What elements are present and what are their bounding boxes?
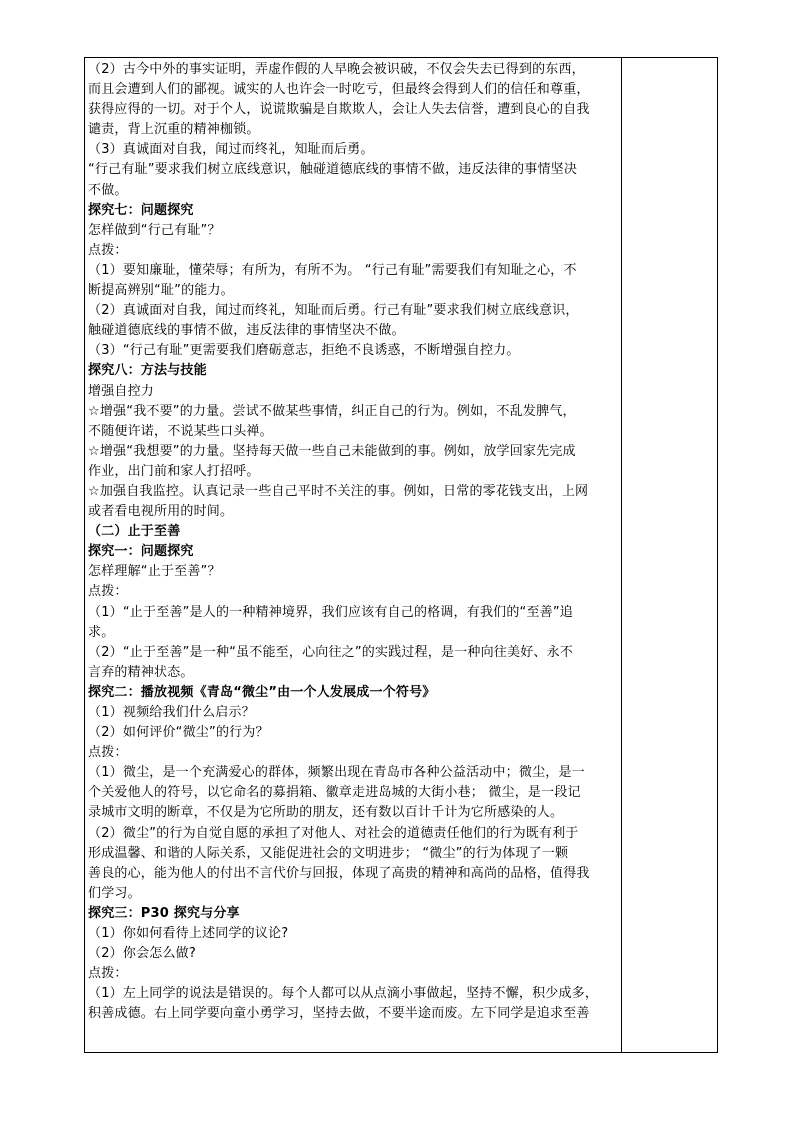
section-heading: 探究一：问题探究 [88, 544, 194, 560]
text-line: （1）左上同学的说法是错误的。每个人都可以从点滴小事做起，坚持不懈，积少成多， [88, 986, 599, 1002]
text-line: 形成温馨、和谐的人际关系，又能促进社会的文明进步； “微尘”的行为体现了一颗 [88, 845, 569, 861]
section-heading: 探究二：播放视频《青岛“微尘”由一个人发展成一个符号》 [88, 684, 436, 700]
text-line: 善良的心，能为他人的付出不言代价与回报，体现了高贵的精神和高尚的品格，值得我 [88, 865, 590, 881]
text-line: “行己有耻”要求我们树立底线意识，触碰道德底线的事情不做，违反法律的事情坚决 [88, 162, 578, 178]
text-line: 不做。 [88, 182, 128, 198]
text-line: 点拨： [88, 966, 128, 982]
section-heading: 探究七：问题探究 [88, 202, 194, 218]
section-heading: 探究八：方法与技能 [88, 363, 207, 379]
text-line: 获得应得的一切。对于个人，说谎欺骗是自欺欺人，会让人失去信誉，遭到良心的自我 [88, 102, 590, 118]
text-line: 们学习。 [88, 885, 141, 901]
text-line: （1）视频给我们什么启示？ [88, 705, 255, 720]
column-divider [621, 57, 622, 1053]
text-line: （1）“止于至善”是人的一种精神境界，我们应该有自己的格调，有我们的“至善”追 [88, 604, 574, 620]
text-line: （1）微尘，是一个充满爱心的群体，频繁出现在青岛市各种公益活动中；微尘，是一 [88, 765, 585, 781]
text-line: ☆加强自我监控。认真记录一些自己平时不关注的事。例如，日常的零花钱支出，上网 [88, 483, 589, 499]
text-line: （2）古今中外的事实证明，弄虚作假的人早晚会被识破，不仅会失去已得到的东西， [88, 62, 585, 77]
text-line: （2）“止于至善”是一种“虽不能至，心向往之”的实践过程，是一种向往美好、永不 [88, 644, 574, 660]
text-line: 而且会遭到人们的鄙视。诚实的人也许会一时吃亏，但最终会得到人们的信任和尊重， [88, 82, 590, 98]
text-line: 言弃的精神状态。 [88, 664, 194, 680]
text-line: 求。 [88, 624, 115, 640]
text-line: （2）微尘”的行为自觉自愿的承担了对他人、对社会的道德责任他们的行为既有利于 [88, 825, 579, 841]
text-line: 怎样做到“行己有耻”？ [88, 222, 221, 238]
text-line: （3）真诚面对自我，闻过而终礼，知耻而后勇。 [88, 142, 374, 158]
text-line: 不随便许诺，不说某些口头禅。 [88, 423, 273, 439]
text-line: （2）真诚面对自我，闻过而终礼，知耻而后勇。行己有耻”要求我们树立底线意识， [88, 303, 579, 319]
text-line: 谴责，背上沉重的精神枷锁。 [88, 122, 260, 138]
text-line: 积善成德。右上同学要向童小勇学习，坚持去做，不要半途而废。左下同学是追求至善 [88, 1006, 590, 1022]
text-line: （2）如何评价“微尘”的行为？ [88, 725, 269, 741]
text-line: 触碰道德底线的事情不做，违反法律的事情坚决不做。 [88, 323, 405, 339]
text-line: 断提高辨别“耻”的能力。 [88, 283, 234, 299]
text-line: （1）你如何看待上述同学的议论? [88, 926, 289, 942]
section-heading: 探究三：P30 探究与分享 [88, 905, 240, 921]
text-line: 录城市文明的断章，不仅是为它所助的朋友，还有数以百计千计为它所感染的人。 [88, 805, 564, 821]
text-line: 点拨： [88, 745, 128, 761]
text-line: 增强自控力 [88, 383, 155, 399]
text-line: 个关爱他人的符号，以它命名的募捐箱、徽章走进岛城的大街小巷； 微尘，是一段记 [88, 785, 581, 801]
section-heading: （二）止于至善 [88, 524, 181, 540]
text-line: （3）“行己有耻”更需要我们磨砺意志，拒绝不良诱惑，不断增强自控力。 [88, 343, 520, 359]
text-line: 作业，出门前和家人打招呼。 [88, 463, 260, 479]
text-line: 怎样理解“止于至善”？ [88, 564, 221, 580]
text-line: 或者看电视所用的时间。 [88, 504, 234, 520]
text-line: （2）你会怎么做? [88, 946, 196, 962]
text-line: ☆增强“我想要”的力量。坚持每天做一些自己未能做到的事。例如，放学回家先完成 [88, 443, 576, 459]
text-line: 点拨： [88, 584, 128, 600]
document-body [88, 60, 618, 1025]
text-line: ☆增强“我不要”的力量。尝试不做某些事情，纠正自己的行为。例如，不乱发脾气， [88, 403, 576, 419]
text-line: （1）要知廉耻，懂荣辱；有所为，有所不为。 “行己有耻”需要我们有知耻之心，不 [88, 262, 577, 278]
text-line: 点拨： [88, 242, 128, 258]
